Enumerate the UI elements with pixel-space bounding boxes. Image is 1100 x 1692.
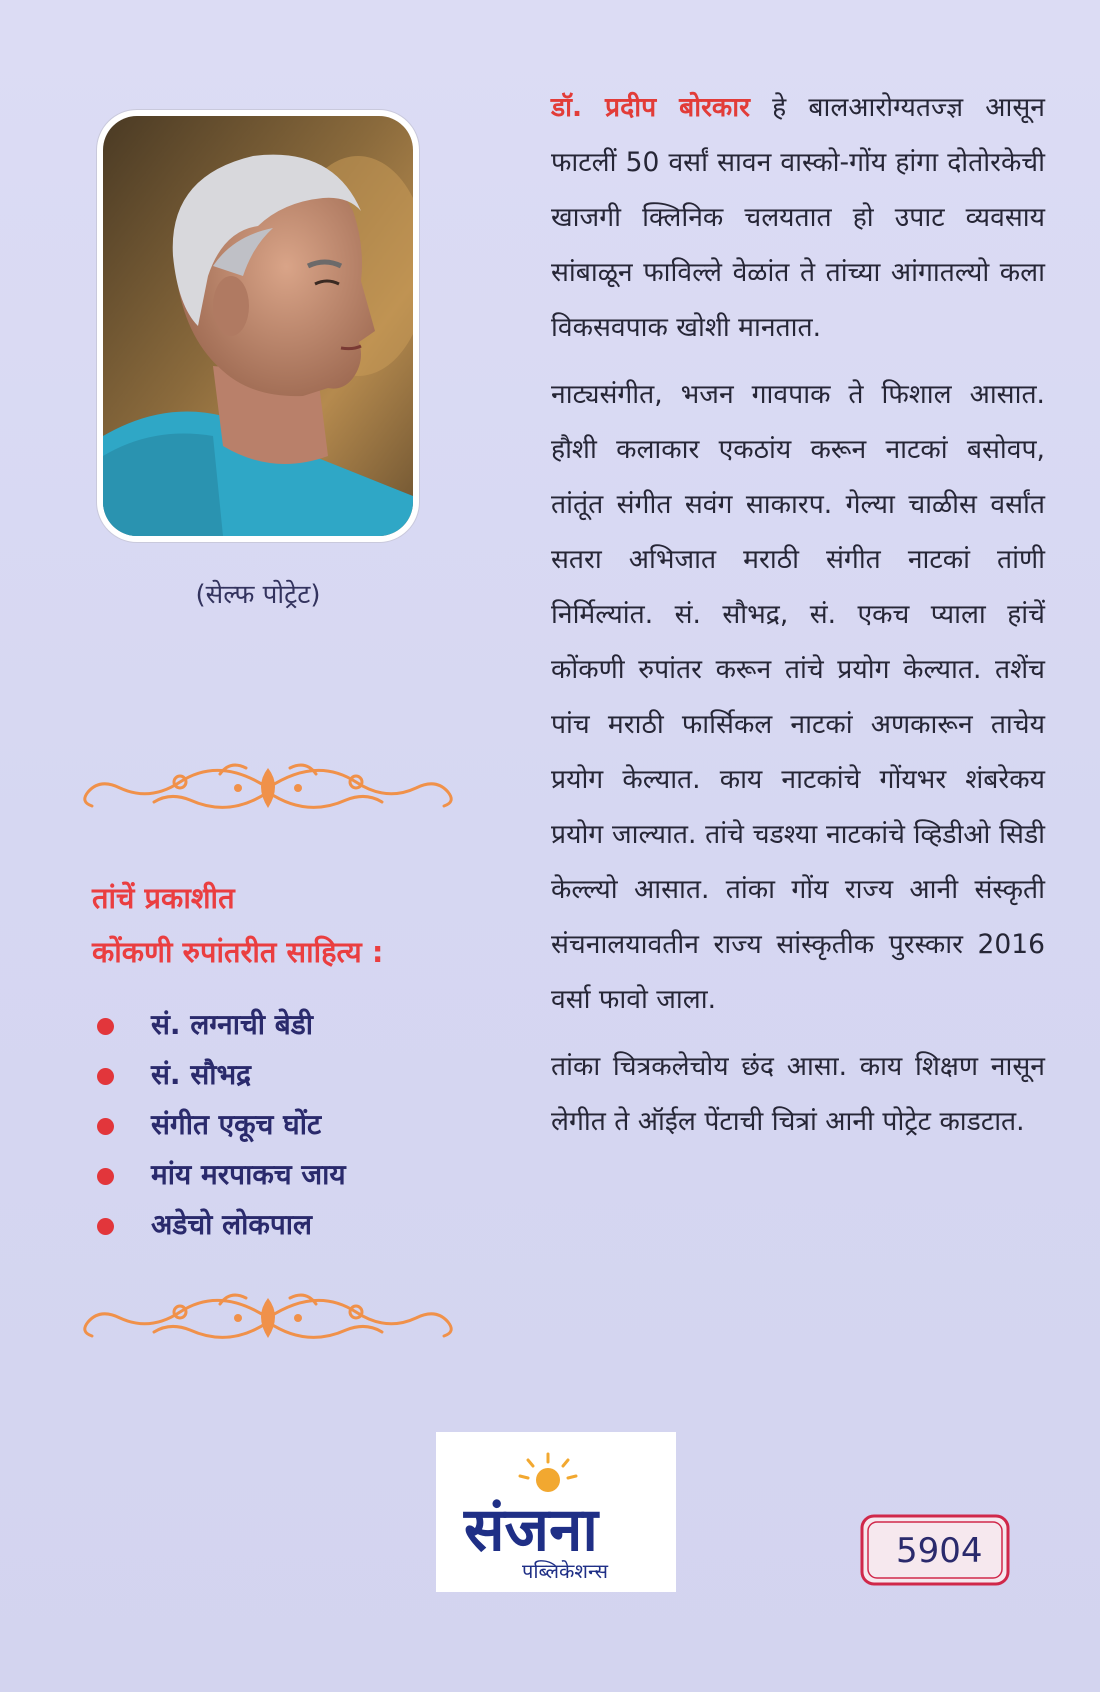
published-works-heading-line2: कोंकणी रुपांतरीत साहित्य : (92, 935, 384, 969)
bio-paragraph-1 (551, 80, 1045, 355)
book-title: संगीत एकूच घोंट (151, 1108, 322, 1141)
author-name: डॉ. प्रदीप बोरकार (551, 92, 750, 123)
author-portrait-frame (97, 110, 419, 542)
bio-paragraph-3: तांका चित्रकलेचोय छंद आसा. काय शिक्षण नासून लेगीत ते ऑईल पेंटाची चित्रां आनी पोट्रेट काडटात. (551, 1051, 1045, 1137)
book-title: अडेचो लोकपाल (151, 1208, 313, 1241)
bio-paragraph-2: नाट्यसंगीत, भजन गावपाक ते फिशाल आसात. हौशी कलाकार एकठांय करून नाटकां बसोवप, तांतूंत संगीत सवंग साकारप. गेल्या चाळीस वर्सांत सतरा अभिजात मराठी संगीत नाटकां तांणी निर्मिल्यांत. सं. सौभद्र, सं. एकच प्याला हांचें कोंकणी रुपांतर करून तांचे प्रयोग केल्यात. तशेंच पांच मराठी फार्सिकल नाटकां अणकारून ताचेय प्रयोग केल्यात. काय नाटकांचे गोंयभर शंबरेकय प्रयोग जाल्यात. तांचे चडश्या नाटकांचे व्हिडीओ सिडी केल्ल्यो आसात. तांका गोंय राज्य आनी संस्कृती संचनालयावतीन राज्य सांस्कृतीक पुरस्कार 2016 वर्सा फावो जाला. (551, 379, 1045, 1015)
bullet-icon (97, 1018, 114, 1035)
bullet-icon (97, 1118, 114, 1135)
decorative-ornament-bottom (70, 1282, 466, 1354)
author-biography (551, 80, 1045, 1161)
publisher-logo-main: संजना (464, 1495, 598, 1565)
published-works-heading-line1: तांचें प्रकाशीत (92, 881, 235, 915)
portrait-caption: (सेल्फ पोट्रेट) (195, 580, 321, 610)
bullet-icon (97, 1218, 114, 1235)
bullet-icon (97, 1068, 114, 1085)
bullet-icon (97, 1168, 114, 1185)
book-title: सं. सौभद्र (151, 1058, 252, 1091)
book-title: सं. लग्नाची बेडी (151, 1008, 313, 1041)
bio-paragraph-1-text: हे बालआरोग्यतज्ज्ञ आसून फाटलीं 50 वर्सां सावन वास्को-गोंय हांगा दोतोरकेची खाजगी क्लिनिक चलयतात हो उपाट व्यवसाय सांबाळून फाविल्ले वेळांत ते तांच्या आंगातल्यो कला विकसवपाक खोशी मानतात. (551, 92, 1045, 343)
decorative-ornament-top (70, 752, 466, 824)
author-portrait (103, 116, 413, 536)
stamp-number: 5904 (896, 1531, 983, 1571)
publisher-logo (436, 1432, 676, 1592)
publisher-logo-sub: पब्लिकेशन्स (522, 1559, 608, 1583)
book-title: मांय मरपाकच जाय (151, 1158, 346, 1191)
sun-icon (520, 1454, 576, 1492)
inventory-number-stamp (856, 1510, 1016, 1592)
